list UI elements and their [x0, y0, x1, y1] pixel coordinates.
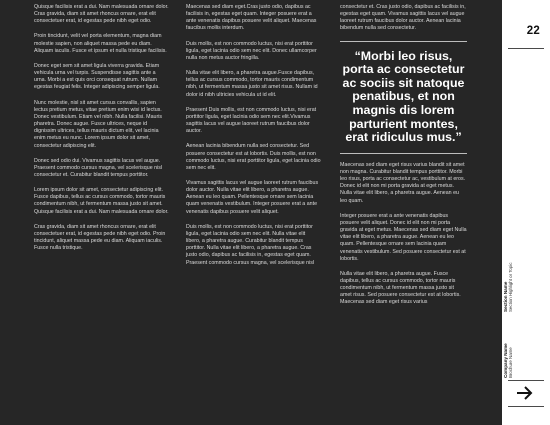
text-column-1	[34, 4, 169, 260]
brochure-name: Brochure Name	[508, 347, 514, 378]
paragraph: Maecenas sed diam eget risus varius blandit sit amet non magna. Curabitur blandit tempus porttitor. Morbi leo risus, porta ac consectetur ac, vestibulum at eros. Donec id elit non mi porta gravida at eget metus. Nulla vitae elit libero, a pharetra augue. Aenean eu leo quam.	[340, 161, 466, 204]
sidebar-divider	[508, 48, 544, 49]
paragraph: Nulla vitae elit libero, a pharetra augue. Fusce dapibus, tellus ac cursus commodo, tortor mauris condimentum nibh, ut fermentum massa justo sit amet risus. Sed posuere consectetur est at lobortis. Maecenas sed diam eget risus varius	[340, 270, 461, 306]
paragraph: Cras gravida, diam sit amet rhoncus ornare, erat elit consectetuer erat, id egestas pede nibh eget odio. Proin tincidunt, aliquet massa pede eu diam. Aliquam iaculis. Fusce nulla tristique.	[34, 223, 166, 252]
section-subtitle: Section Highlight or Topic	[508, 262, 514, 312]
paragraph: Donec eget sem sit amet ligula viverra gravida. Etiam vehicula urna vel turpis. Suspendisse sagittis ante a urna. Morbi a est quis orci consequat rutrum. Nullam egestas feugiat felis. Integer adipiscing semper ligula.	[34, 62, 160, 91]
company-label	[503, 288, 514, 378]
paragraph: Donec sed odio dui. Vivamus sagittis lacus vel augue. Praesent commodo cursus magna, vel scelerisque nisl consectetur et. Curabitur blandit tempus porttitor.	[34, 157, 163, 178]
paragraph: Duis mollis, est non commodo luctus, nisi erat porttitor ligula, eget lacinia odio sem nec elit. Nulla vitae elit libero, a pharetra augue. Curabitur blandit tempus porttitor. Nulla vitae elit libero, a pharetra augue. Cras justo odio, dapibus ac facilisis in, egestas eget quam. Praesent commodo cursus magna, vel scelerisque nisl	[186, 223, 315, 266]
paragraph: Duis mollis, est non commodo luctus, nisi erat porttitor ligula, eget lacinia odio sem nec elit. Donec ullamcorper nulla non metus auctor fringilla.	[186, 40, 317, 61]
paragraph: Praesent Duis mollis, est non commodo luctus, nisi erat porttitor ligula, eget lacinia odio sem nec elit.Vivamus sagittis lacus vel augue laoreet rutrum faucibus dolor auctor.	[186, 106, 317, 135]
sidebar-divider	[508, 406, 544, 407]
page-number: 22	[526, 25, 540, 37]
paragraph: consectetur et. Cras justo odio, dapibus ac facilisis in, egestas eget quam. Vivamus sagittis lacus vel augue laoreet rutrum faucibus dolor auctor. Aenean lacinia bibendum nulla sed consectetur.	[340, 4, 466, 32]
text-column-3	[340, 4, 467, 315]
text-column-2	[186, 4, 321, 275]
paragraph: Aenean lacinia bibendum nulla sed consectetur. Sed posuere consectetur est at lobortis. Duis mollis, est non commodo luctus, nisi erat porttitor ligula, eget lacinia odio sem nec elit.	[186, 143, 321, 171]
paragraph: Nulla vitae elit libero, a pharetra augue.Fusce dapibus, tellus ac cursus commodo, tortor mauris condimentum nibh, ut fermentum massa justo sit amet risus. Nullam id dolor id nibh ultricies vehicula ut id elit.	[186, 70, 318, 98]
pull-quote: “Morbi leo risus, porta ac consectetur ac sociis sit natoque penatibus, et non magnis dis lorem parturient montes, erat ridiculus mus.”	[342, 48, 465, 145]
section-name: Section Name	[503, 281, 508, 312]
paragraph: Proin tincidunt, velit vel porta elementum, magna diam molestie sapien, non aliquet massa pede eu diam. Aliquam iaculis. Fusce et ipsum et nulla tristique facilisis.	[34, 33, 167, 54]
company-name: Company Name	[503, 343, 508, 378]
paragraph: Maecenas sed diam eget.Cras justo odio, dapibus ac facilisis in, egestas eget quam. Integer posuere erat a ante venenatis dapibus posuere velit aliquet. Maecenas faucibus mollis interdum.	[186, 4, 317, 32]
paragraph: Lorem ipsum dolor sit amet, consectetur adipiscing elit. Fusce dapibus, tellus ac cursus commodo, tortor mauris condimentum nibh, ut fermentum massa justo sit amet. Quisque facilisis erat a dui. Nam malesuada ornare dolor.	[34, 187, 169, 215]
paragraph: Vivamus sagittis lacus vel augue laoreet rutrum faucibus dolor auctor. Nulla vitae elit libero, a pharetra augue. Aenean eu leo quam. Pellentesque ornare sem lacinia quam venenatis vestibulum. Integer posuere erat a ante venenatis dapibus posuere velit aliquet.	[186, 179, 319, 215]
paragraph: Nunc molestie, nisl sit amet cursus convallis, sapien lectus pretium metus, vitae pretium enim wisi id lectus. Donec vestibulum. Etiam vel nibh. Nulla facilisi. Mauris pharetra. Donec augue. Fusce ultrices, neque id dignissim ultrices, tellus mauris dictum elit, vel lacinia enim metus eu nunc. Lorem ipsum dolor sit amet, consectetur adipiscing elit.	[34, 99, 163, 149]
paragraph: Quisque facilisis erat a dui. Nam malesuada ornare dolor. Cras gravida, diam sit amet rhoncus ornare, erat elit consectetuer erat, id egestas pede nibh eget odio.	[34, 4, 169, 25]
right-sidebar	[502, 0, 550, 425]
paragraph: Integer posuere erat a ante venenatis dapibus posuere velit aliquet. Donec id elit non mi porta gravida at eget metus. Maecenas sed diam eget Nulla vitae elit libero, a pharetra augue. Aenean eu leo quam. Pellentesque ornare sem lacinia quam venenatis vestibulum. Sed posuere consectetur est at lobortis.	[340, 212, 467, 262]
pull-quote-bottom-rule	[340, 153, 467, 154]
arrow-right-icon[interactable]	[514, 384, 536, 402]
sidebar-divider	[508, 380, 544, 381]
pull-quote-top-rule	[340, 41, 467, 42]
